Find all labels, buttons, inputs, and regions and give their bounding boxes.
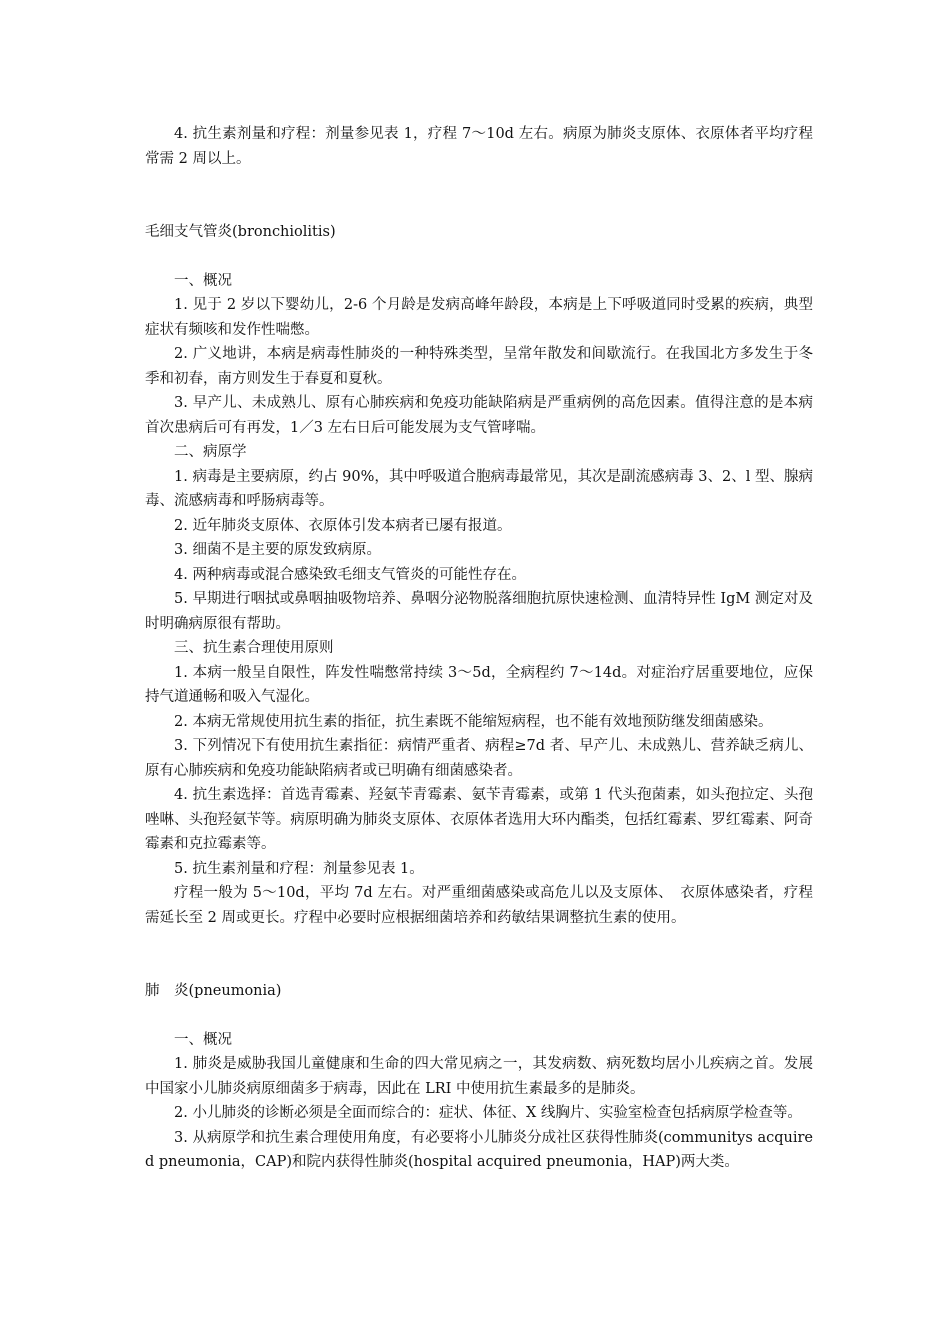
paragraph: 1. 肺炎是威胁我国儿童健康和生命的四大常见病之一，其发病数、病死数均居小儿疾病之首。发展中国家小儿肺炎病原细菌多于病毒，因此在 LRI 中使用抗生素最多的是肺炎。: [145, 1056, 813, 1097]
spacer: [145, 1004, 813, 1028]
paragraph: 4. 两种病毒或混合感染致毛细支气管炎的可能性存在。: [174, 566, 526, 583]
spacer: [145, 930, 813, 979]
paragraph: 5. 早期进行咽拭或鼻咽抽吸物培养、鼻咽分泌物脱落细胞抗原快速检测、血清特异性 IgM 测定对及时明确病原很有帮助。: [145, 591, 813, 632]
paragraph: 1. 见于 2 岁以下婴幼儿，2-6 个月龄是发病高峰年龄段，本病是上下呼吸道同时受累的疾病，典型症状有频咳和发作性喘憋。: [145, 297, 813, 338]
subheading: 三、抗生素合理使用原则: [174, 640, 334, 656]
section-title-pneumonia: 肺 炎(pneumonia): [145, 983, 282, 999]
paragraph: 5. 抗生素剂量和疗程：剂量参见表 1。: [174, 860, 424, 877]
spacer: [145, 171, 813, 220]
paragraph: 1. 病毒是主要病原，约占 90%，其中呼吸道合胞病毒最常见，其次是副流感病毒 3、2、l 型、腺病毒、流感病毒和呼肠病毒等。: [145, 468, 813, 509]
paragraph: 4. 抗生素选择：首选青霉素、羟氨苄青霉素、氨苄青霉素，或第 1 代头孢菌素，如头孢拉定、头孢唑啉、头孢羟氨苄等。病原明确为肺炎支原体、衣原体者选用大环内酯类，包括红霉素、罗红霉素、阿奇霉素和克拉霉素等。: [145, 787, 813, 852]
paragraph: 疗程一般为 5～10d，平均 7d 左右。对严重细菌感染或高危儿以及支原体、 衣原体感染者，疗程需延长至 2 周或更长。疗程中必要时应根据细菌培养和药敏结果调整抗生素的使用。: [145, 885, 813, 926]
paragraph: 2. 小儿肺炎的诊断必须是全面而综合的：症状、体征、X 线胸片、实验室检查包括病原学检查等。: [174, 1105, 802, 1121]
spacer: [145, 245, 813, 269]
paragraph: 4. 抗生素剂量和疗程：剂量参见表 1，疗程 7～10d 左右。病原为肺炎支原体、衣原体者平均疗程常需 2 周以上。: [145, 126, 813, 167]
paragraph: 2. 广义地讲，本病是病毒性肺炎的一种特殊类型，呈常年散发和间歇流行。在我国北方多发生于冬季和初春，南方则发生于春夏和夏秋。: [145, 346, 813, 387]
paragraph: 2. 本病无常规使用抗生素的指征，抗生素既不能缩短病程，也不能有效地预防继发细菌感染。: [174, 713, 773, 730]
section-title-bronchiolitis: 毛细支气管炎(bronchiolitis): [145, 224, 336, 240]
paragraph: 3. 细菌不是主要的原发致病原。: [174, 542, 381, 558]
paragraph: 2. 近年肺炎支原体、衣原体引发本病者已屡有报道。: [174, 517, 512, 534]
paragraph: 3. 早产儿、未成熟儿、原有心肺疾病和免疫功能缺陷病是严重病例的高危因素。值得注意的是本病首次患病后可有再发，1／3 左右日后可能发展为支气管哮喘。: [145, 395, 813, 436]
document-body: [145, 122, 813, 1175]
subheading: 一、概况: [174, 1031, 232, 1048]
paragraph: 3. 下列情况下有使用抗生素指征：病情严重者、病程≥7d 者、早产儿、未成熟儿、营养缺乏病儿、原有心肺疾病和免疫功能缺陷病者或已明确有细菌感染者。: [145, 738, 813, 779]
subheading: 一、概况: [174, 272, 232, 289]
paragraph: 1. 本病一般呈自限性，阵发性喘憋常持续 3～5d，全病程约 7～14d。对症治疗居重要地位，应保持气道通畅和吸入气湿化。: [145, 664, 813, 705]
subheading: 二、病原学: [174, 444, 247, 460]
paragraph: 3. 从病原学和抗生素合理使用角度，有必要将小儿肺炎分成社区获得性肺炎(communitys acquired pneumonia，CAP)和院内获得性肺炎(hospital acquired pneumonia，HAP)两大类。: [145, 1129, 813, 1170]
